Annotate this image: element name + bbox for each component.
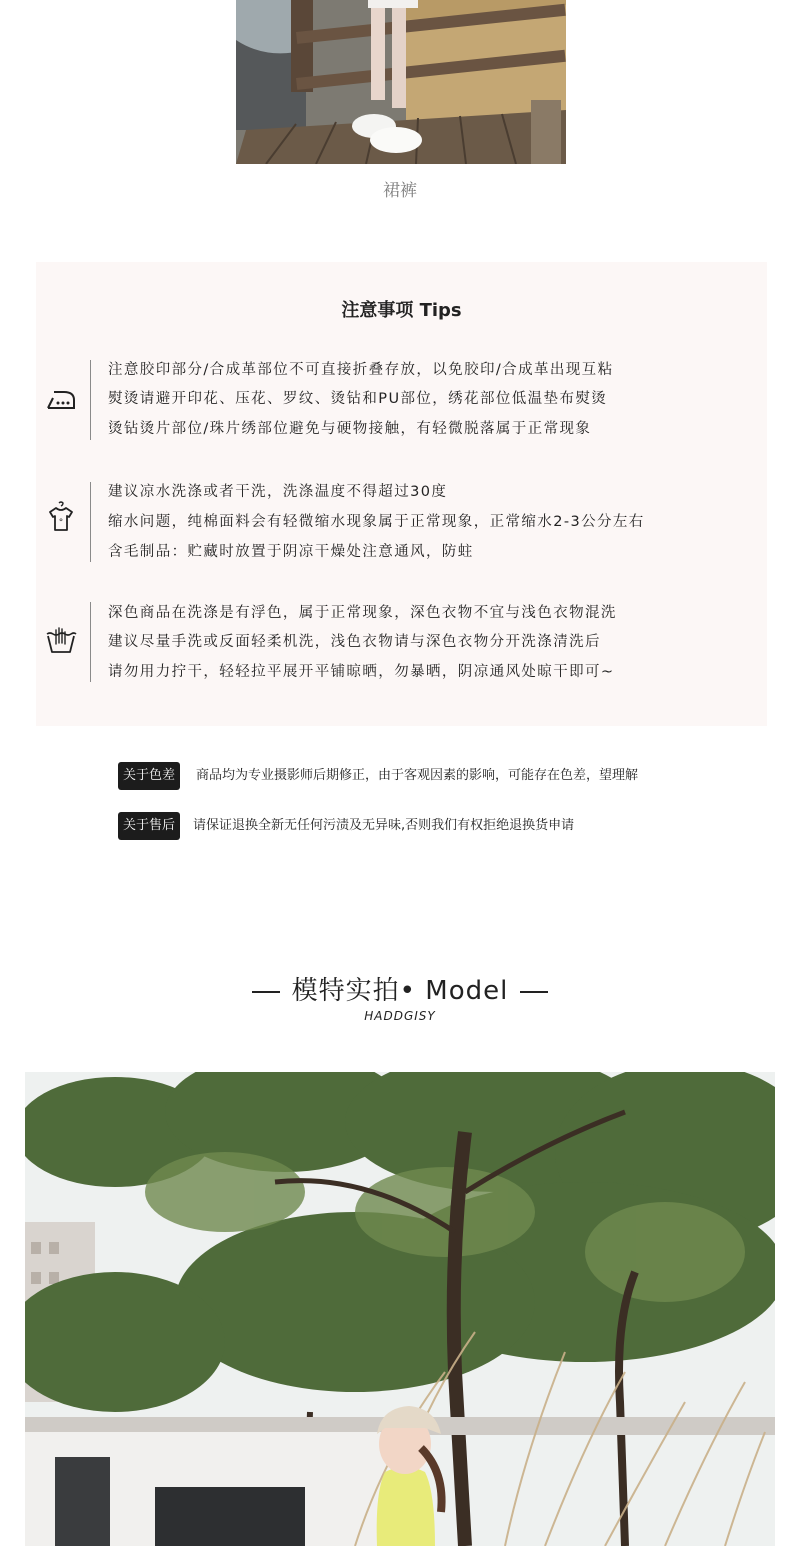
tip-group-ironing — [36, 360, 767, 440]
tip-line: 熨烫请避开印花、压花、罗纹、烫钻和PU部位，绣花部位低温垫布熨烫 — [108, 391, 608, 407]
tip-divider — [90, 602, 91, 682]
svg-text:°: ° — [58, 518, 64, 528]
model-photo-illustration — [25, 1072, 775, 1546]
model-section-heading — [0, 970, 800, 1023]
model-photo — [25, 1072, 775, 1546]
tip-line: 含毛制品：贮藏时放置于阴凉干燥处注意通风，防蛀 — [108, 544, 474, 560]
title-dash-left — [252, 991, 280, 993]
note-badge: 关于售后 — [118, 812, 180, 840]
model-title: 模特实拍• Model — [291, 976, 509, 1006]
tip-line: 建议凉水洗涤或者干洗，洗涤温度不得超过30度 — [108, 484, 448, 500]
iron-icon — [44, 382, 78, 416]
tip-line: 建议尽量手洗或反面轻柔机洗，浅色衣物请与深色衣物分开洗涤清洗后 — [108, 634, 601, 650]
hand-wash-icon — [44, 622, 78, 656]
tip-divider — [90, 360, 91, 440]
note-color-difference — [118, 762, 718, 790]
tip-line: 注意胶印部分/合成革部位不可直接折叠存放，以免胶印/合成革出现互粘 — [108, 362, 614, 378]
shirt-temperature-icon — [44, 500, 78, 534]
boardwalk-photo-illustration — [236, 0, 566, 164]
care-tips-card — [36, 262, 767, 726]
product-caption: 裙裤 — [383, 181, 417, 201]
tip-line: 缩水问题，纯棉面料会有轻微缩水现象属于正常现象，正常缩水2-3公分左右 — [108, 514, 645, 530]
tip-line: 请勿用力拧干，轻轻拉平展开平铺晾晒，勿暴晒，阴凉通风处晾干即可~ — [108, 664, 615, 680]
product-photo-top — [236, 0, 566, 164]
note-text: 商品均为专业摄影师后期修正，由于客观因素的影响，可能存在色差，望理解 — [196, 768, 639, 783]
tip-line: 深色商品在洗涤是有浮色，属于正常现象，深色衣物不宜与浅色衣物混洗 — [108, 605, 617, 621]
tips-title: 注意事项 Tips — [341, 300, 462, 321]
tip-group-washing-temperature — [36, 482, 767, 562]
title-dash-right — [520, 991, 548, 993]
note-text: 请保证退换全新无任何污渍及无异味,否则我们有权拒绝退换货申请 — [193, 818, 575, 833]
model-subtitle: HADDGISY — [364, 1009, 436, 1023]
tip-line: 烫钻烫片部位/珠片绣部位避免与硬物接触，有轻微脱落属于正常现象 — [108, 421, 592, 437]
tip-group-hand-wash — [36, 602, 767, 682]
note-after-sales — [118, 812, 718, 840]
tip-divider — [90, 482, 91, 562]
model-title-row — [0, 970, 800, 1007]
note-badge: 关于色差 — [118, 762, 180, 790]
